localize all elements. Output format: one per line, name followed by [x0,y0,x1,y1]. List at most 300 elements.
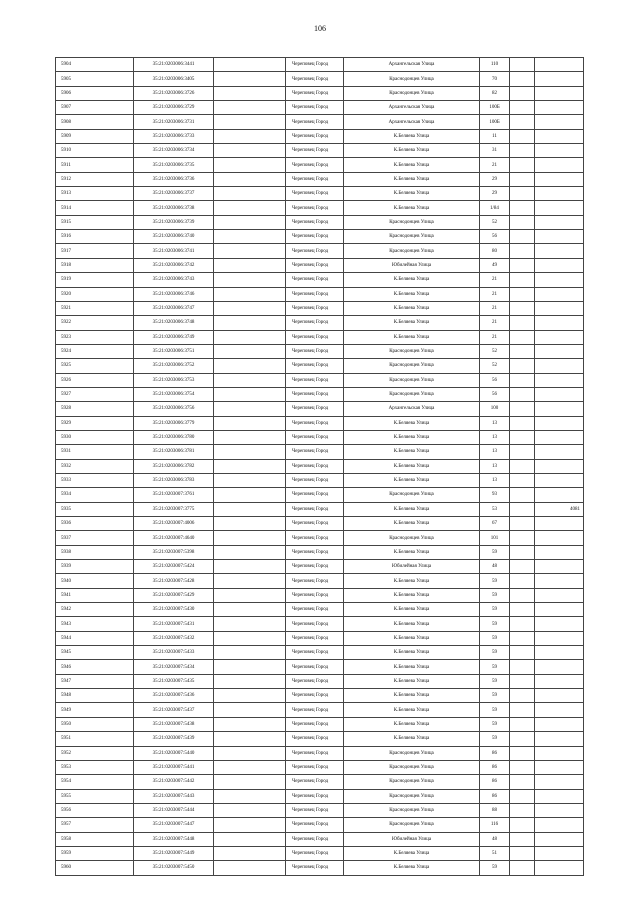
extra-value [535,617,584,631]
extra-cell [510,158,535,172]
table-row [56,330,584,344]
extra-cell [510,287,535,301]
table-row [56,674,584,688]
locality: Череповец Город [286,473,344,487]
row-number: 5950 [56,717,134,731]
street: К.Беляева Улица [344,172,480,186]
empty-cell [214,172,286,186]
locality: Череповец Город [286,144,344,158]
extra-cell [510,488,535,502]
table-row [56,58,584,72]
cadastral-number: 35:21:0203007:5449 [134,846,214,860]
cadastral-number: 35:21:0203006:3405 [134,72,214,86]
street: Краснодонцев Улица [344,775,480,789]
extra-value [535,344,584,358]
empty-cell [214,287,286,301]
locality: Череповец Город [286,316,344,330]
cadastral-number: 35:21:0203007:5447 [134,818,214,832]
street: Краснодонцев Улица [344,359,480,373]
empty-cell [214,402,286,416]
street: К.Беляева Улица [344,287,480,301]
empty-cell [214,631,286,645]
extra-value [535,689,584,703]
extra-value [535,86,584,100]
extra-cell [510,230,535,244]
locality: Череповец Город [286,416,344,430]
extra-value [535,258,584,272]
cadastral-number: 35:21:0203006:3737 [134,187,214,201]
empty-cell [214,72,286,86]
extra-value [535,158,584,172]
cadastral-number: 35:21:0203007:5441 [134,760,214,774]
extra-cell [510,416,535,430]
house-number: 59 [480,646,510,660]
house-number: 101 [480,531,510,545]
empty-cell [214,201,286,215]
table-row [56,115,584,129]
row-number: 5914 [56,201,134,215]
house-number: 13 [480,416,510,430]
cadastral-number: 35:21:0203006:3441 [134,58,214,72]
street: Архангельская Улица [344,402,480,416]
house-number: 48 [480,560,510,574]
house-number: 86 [480,760,510,774]
street: К.Беляева Улица [344,158,480,172]
extra-cell [510,215,535,229]
cadastral-number: 35:21:0203007:5442 [134,775,214,789]
locality: Череповец Город [286,846,344,860]
table-row [56,459,584,473]
table-row [56,316,584,330]
extra-cell [510,359,535,373]
house-number: 86 [480,789,510,803]
table-row [56,832,584,846]
row-number: 5958 [56,832,134,846]
table-row [56,574,584,588]
house-number: 52 [480,344,510,358]
locality: Череповец Город [286,158,344,172]
extra-cell [510,502,535,516]
row-number: 5911 [56,158,134,172]
table-row [56,732,584,746]
extra-value [535,818,584,832]
row-number: 5917 [56,244,134,258]
table-row [56,201,584,215]
extra-value [535,72,584,86]
street: К.Беляева Улица [344,631,480,645]
empty-cell [214,387,286,401]
row-number: 5934 [56,488,134,502]
table-row [56,287,584,301]
locality: Череповец Город [286,545,344,559]
house-number: 53 [480,502,510,516]
locality: Череповец Город [286,803,344,817]
extra-value [535,660,584,674]
street: К.Беляева Улица [344,617,480,631]
cadastral-number: 35:21:0203006:3754 [134,387,214,401]
house-number: 86 [480,775,510,789]
locality: Череповец Город [286,488,344,502]
extra-cell [510,517,535,531]
extra-cell [510,144,535,158]
extra-value [535,244,584,258]
street: Краснодонцев Улица [344,803,480,817]
table-row [56,560,584,574]
house-number: 13 [480,459,510,473]
house-number: 59 [480,861,510,875]
house-number: 52 [480,215,510,229]
extra-value [535,445,584,459]
extra-value [535,545,584,559]
table-row [56,617,584,631]
extra-value [535,201,584,215]
extra-value [535,402,584,416]
empty-cell [214,101,286,115]
table-row [56,473,584,487]
locality: Череповец Город [286,58,344,72]
extra-value [535,588,584,602]
table-row [56,717,584,731]
street: К.Беляева Улица [344,861,480,875]
empty-cell [214,531,286,545]
extra-cell [510,760,535,774]
street: К.Беляева Улица [344,502,480,516]
house-number: 59 [480,545,510,559]
locality: Череповец Город [286,430,344,444]
extra-value [535,488,584,502]
cadastral-number: 35:21:0203006:3734 [134,144,214,158]
locality: Череповец Город [286,445,344,459]
cadastral-number: 35:21:0203006:3731 [134,115,214,129]
cadastral-number: 35:21:0203007:5438 [134,717,214,731]
extra-cell [510,273,535,287]
locality: Череповец Город [286,387,344,401]
row-number: 5926 [56,373,134,387]
locality: Череповец Город [286,789,344,803]
table-row [56,101,584,115]
house-number: 59 [480,617,510,631]
extra-cell [510,717,535,731]
street: Краснодонцев Улица [344,244,480,258]
extra-value [535,287,584,301]
street: К.Беляева Улица [344,717,480,731]
locality: Череповец Город [286,832,344,846]
locality: Череповец Город [286,459,344,473]
locality: Череповец Город [286,603,344,617]
row-number: 5921 [56,301,134,315]
row-number: 5939 [56,560,134,574]
house-number: 86 [480,746,510,760]
row-number: 5944 [56,631,134,645]
empty-cell [214,517,286,531]
house-number: 29 [480,172,510,186]
house-number: 100Б [480,115,510,129]
cadastral-number: 35:21:0203007:5424 [134,560,214,574]
row-number: 5933 [56,473,134,487]
table-row [56,689,584,703]
extra-cell [510,187,535,201]
locality: Череповец Город [286,689,344,703]
street: К.Беляева Улица [344,646,480,660]
row-number: 5912 [56,172,134,186]
row-number: 5938 [56,545,134,559]
cadastral-number: 35:21:0203006:3742 [134,258,214,272]
extra-value [535,760,584,774]
empty-cell [214,861,286,875]
extra-value [535,674,584,688]
street: Архангельская Улица [344,115,480,129]
table-row [56,359,584,373]
table-row [56,531,584,545]
locality: Череповец Город [286,717,344,731]
locality: Череповец Город [286,531,344,545]
street: Краснодонцев Улица [344,344,480,358]
empty-cell [214,373,286,387]
row-number: 5924 [56,344,134,358]
street: К.Беляева Улица [344,517,480,531]
locality: Череповец Город [286,215,344,229]
extra-cell [510,603,535,617]
empty-cell [214,473,286,487]
extra-cell [510,775,535,789]
street: К.Беляева Улица [344,430,480,444]
table-row [56,660,584,674]
locality: Череповец Город [286,301,344,315]
row-number: 5948 [56,689,134,703]
row-number: 5956 [56,803,134,817]
house-number: 80 [480,244,510,258]
empty-cell [214,416,286,430]
cadastral-number: 35:21:0203007:4006 [134,517,214,531]
empty-cell [214,144,286,158]
empty-cell [214,215,286,229]
locality: Череповец Город [286,517,344,531]
locality: Череповец Город [286,588,344,602]
house-number: 21 [480,330,510,344]
house-number: 82 [480,86,510,100]
extra-value [535,746,584,760]
street: К.Беляева Улица [344,187,480,201]
row-number: 5909 [56,129,134,143]
row-number: 5910 [56,144,134,158]
locality: Череповец Город [286,560,344,574]
extra-value [535,846,584,860]
extra-value [535,574,584,588]
cadastral-number: 35:21:0203006:3746 [134,287,214,301]
cadastral-number: 35:21:0203006:3729 [134,101,214,115]
cadastral-number: 35:21:0203007:5448 [134,832,214,846]
row-number: 5951 [56,732,134,746]
house-number: 21 [480,301,510,315]
row-number: 5949 [56,703,134,717]
extra-cell [510,373,535,387]
locality: Череповец Город [286,86,344,100]
extra-value [535,187,584,201]
empty-cell [214,244,286,258]
house-number: 59 [480,703,510,717]
street: К.Беляева Улица [344,732,480,746]
house-number: 110 [480,58,510,72]
cadastral-number: 35:21:0203006:3736 [134,172,214,186]
extra-cell [510,459,535,473]
extra-value [535,473,584,487]
extra-cell [510,387,535,401]
extra-value [535,646,584,660]
table-row [56,746,584,760]
cadastral-number: 35:21:0203007:5428 [134,574,214,588]
extra-cell [510,86,535,100]
cadastral-number: 35:21:0203007:5435 [134,674,214,688]
locality: Череповец Город [286,818,344,832]
extra-cell [510,588,535,602]
house-number: 100 [480,402,510,416]
locality: Череповец Город [286,631,344,645]
locality: Череповец Город [286,617,344,631]
locality: Череповец Город [286,732,344,746]
empty-cell [214,646,286,660]
cadastral-number: 35:21:0203006:3735 [134,158,214,172]
street: К.Беляева Улица [344,144,480,158]
empty-cell [214,746,286,760]
extra-cell [510,703,535,717]
cadastral-number: 35:21:0203007:5430 [134,603,214,617]
empty-cell [214,488,286,502]
cadastral-number: 35:21:0203007:5434 [134,660,214,674]
cadastral-number: 35:21:0203006:3743 [134,273,214,287]
locality: Череповец Город [286,115,344,129]
row-number: 5923 [56,330,134,344]
street: Архангельская Улица [344,101,480,115]
street: Краснодонцев Улица [344,488,480,502]
table-row [56,158,584,172]
page-number: 106 [314,24,326,33]
extra-cell [510,101,535,115]
table-row [56,244,584,258]
street: К.Беляева Улица [344,574,480,588]
extra-cell [510,531,535,545]
street: К.Беляева Улица [344,129,480,143]
row-number: 5955 [56,789,134,803]
row-number: 5916 [56,230,134,244]
table-row [56,301,584,315]
row-number: 5941 [56,588,134,602]
extra-cell [510,732,535,746]
row-number: 5932 [56,459,134,473]
street: К.Беляева Улица [344,473,480,487]
table-row [56,387,584,401]
house-number: 70 [480,72,510,86]
locality: Череповец Город [286,674,344,688]
cadastral-number: 35:21:0203007:5443 [134,789,214,803]
extra-value [535,172,584,186]
extra-value [535,832,584,846]
row-number: 5908 [56,115,134,129]
cadastral-number: 35:21:0203007:5431 [134,617,214,631]
table-row [56,502,584,516]
empty-cell [214,717,286,731]
table-row [56,861,584,875]
locality: Череповец Город [286,746,344,760]
row-number: 5936 [56,517,134,531]
table-row [56,86,584,100]
locality: Череповец Город [286,201,344,215]
empty-cell [214,359,286,373]
extra-value [535,359,584,373]
table-row [56,789,584,803]
empty-cell [214,603,286,617]
house-number: 13 [480,473,510,487]
table-row [56,187,584,201]
row-number: 5913 [56,187,134,201]
street: Краснодонцев Улица [344,72,480,86]
row-number: 5906 [56,86,134,100]
cadastral-number: 35:21:0203007:5439 [134,732,214,746]
cadastral-number: 35:21:0203006:3752 [134,359,214,373]
cadastral-number: 35:21:0203006:3781 [134,445,214,459]
row-number: 5942 [56,603,134,617]
row-number: 5957 [56,818,134,832]
street: Краснодонцев Улица [344,746,480,760]
house-number: 59 [480,660,510,674]
house-number: 31 [480,144,510,158]
table-row [56,373,584,387]
cadastral-number: 35:21:0203006:3733 [134,129,214,143]
cadastral-number: 35:21:0203006:3726 [134,86,214,100]
street: К.Беляева Улица [344,689,480,703]
house-number: 13 [480,445,510,459]
house-number: 59 [480,603,510,617]
row-number: 5920 [56,287,134,301]
extra-cell [510,832,535,846]
extra-value [535,144,584,158]
extra-cell [510,72,535,86]
locality: Череповец Город [286,502,344,516]
extra-value [535,129,584,143]
extra-value [535,115,584,129]
empty-cell [214,803,286,817]
extra-cell [510,473,535,487]
empty-cell [214,545,286,559]
extra-cell [510,861,535,875]
row-number: 5922 [56,316,134,330]
street: К.Беляева Улица [344,603,480,617]
locality: Череповец Город [286,172,344,186]
row-number: 5952 [56,746,134,760]
empty-cell [214,316,286,330]
extra-value: 4081 [535,502,584,516]
empty-cell [214,574,286,588]
street: К.Беляева Улица [344,588,480,602]
street: К.Беляева Улица [344,445,480,459]
street: Краснодонцев Улица [344,818,480,832]
cadastral-number: 35:21:0203007:3775 [134,502,214,516]
locality: Череповец Город [286,373,344,387]
street: К.Беляева Улица [344,674,480,688]
table-row [56,445,584,459]
table-row [56,775,584,789]
empty-cell [214,330,286,344]
extra-value [535,789,584,803]
house-number: 59 [480,732,510,746]
cadastral-number: 35:21:0203007:5398 [134,545,214,559]
empty-cell [214,187,286,201]
street: Краснодонцев Улица [344,215,480,229]
locality: Череповец Город [286,258,344,272]
cadastral-number: 35:21:0203007:5450 [134,861,214,875]
table-row [56,631,584,645]
extra-value [535,775,584,789]
cadastral-number: 35:21:0203006:3756 [134,402,214,416]
